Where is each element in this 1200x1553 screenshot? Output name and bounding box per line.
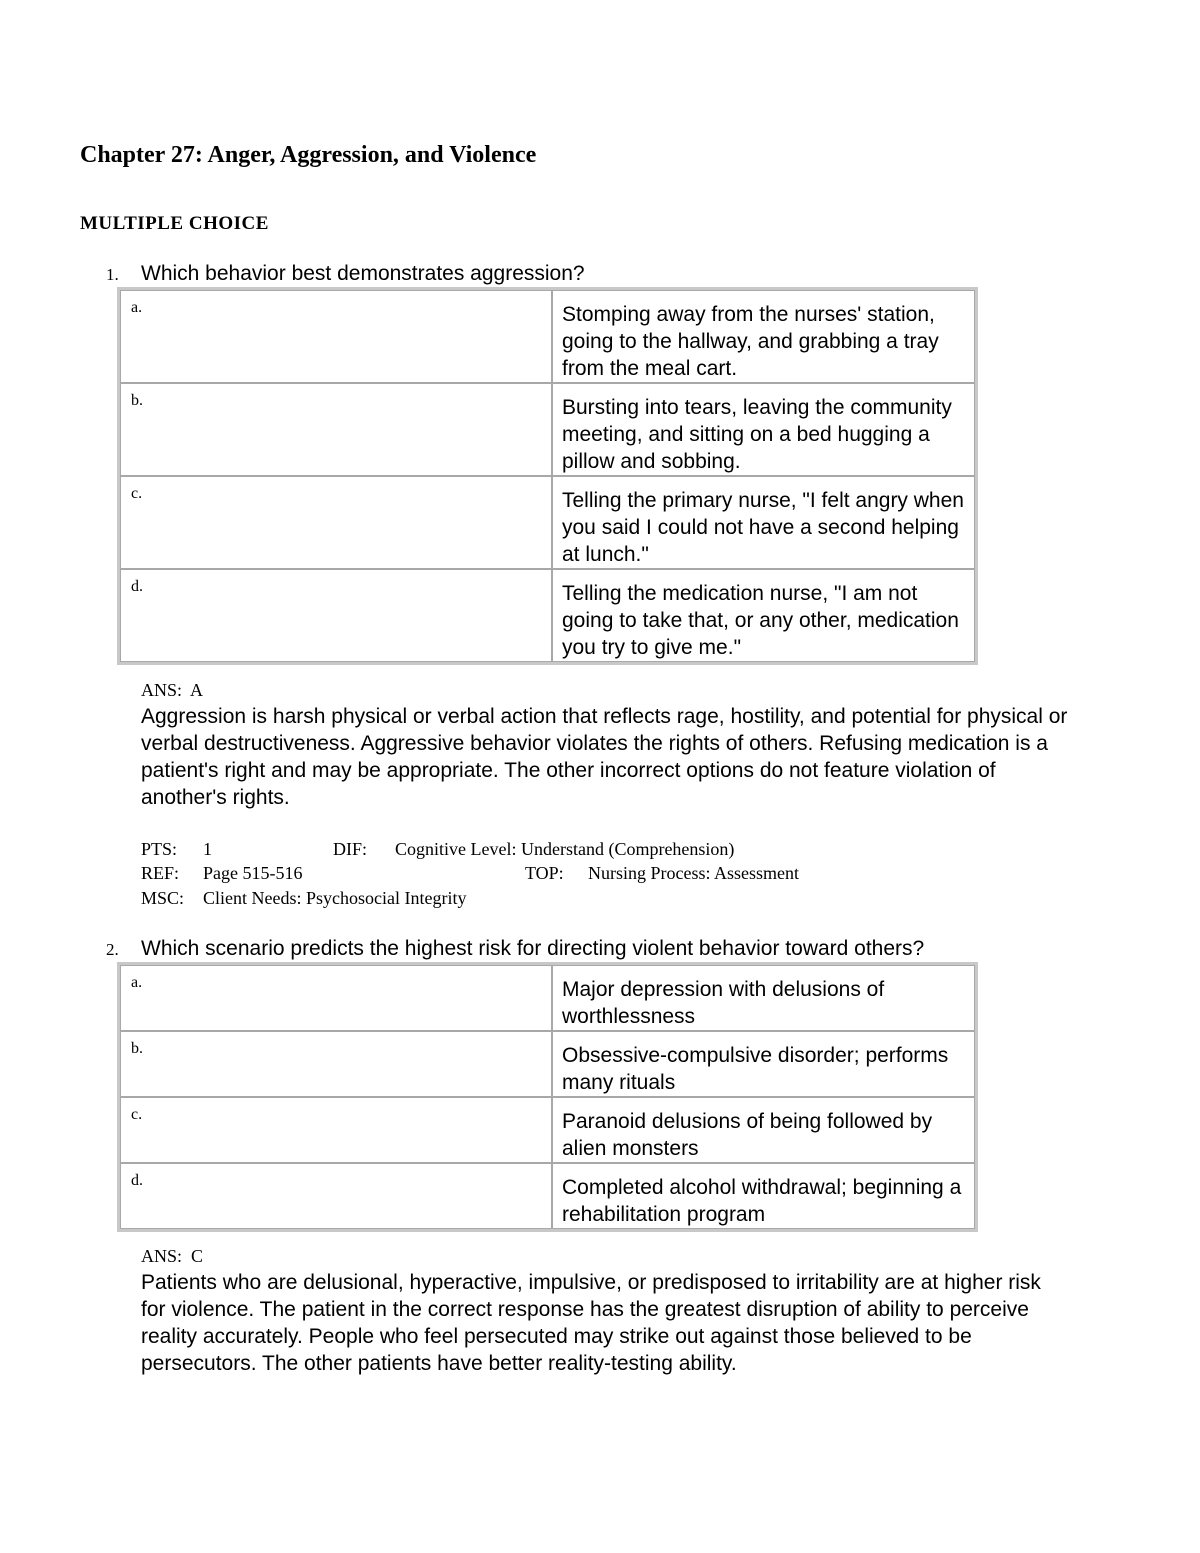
- rationale: Patients who are delusional, hyperactive, impulsive, or predisposed to irritability are at higher risk for violence. The patient in the correct response has the greatest disruption of ability to perceive reality accurately. People who feel persecuted may strike out against those believed to be persecutors. The other patients have better reality-testing ability.: [141, 1271, 1041, 1375]
- question-number: 2.: [106, 940, 119, 959]
- chapter-title: Chapter 27: Anger, Aggression, and Violence: [80, 142, 537, 168]
- option-row: [120, 1163, 975, 1229]
- option-row: [120, 569, 975, 662]
- option-row: [120, 476, 975, 569]
- dif-label: DIF:: [333, 839, 368, 859]
- option-text: Completed alcohol withdrawal; beginning a rehabilitation program: [552, 1163, 975, 1229]
- option-row: [120, 965, 975, 1031]
- option-text: Obsessive-compulsive disorder; performs many rituals: [552, 1031, 975, 1097]
- ref-value: Page 515-516: [203, 863, 303, 883]
- pts-value: 1: [203, 839, 212, 859]
- answer-value: C: [191, 1246, 204, 1266]
- pts-label: PTS:: [141, 839, 178, 859]
- question-number: 1.: [106, 265, 119, 284]
- option-text: Stomping away from the nurses' station, going to the hallway, and grabbing a tray from the meal cart.: [552, 290, 975, 383]
- top-value: Nursing Process: Assessment: [588, 863, 799, 883]
- rationale: Aggression is harsh physical or verbal action that reflects rage, hostility, and potential for physical or verbal destructiveness. Aggressive behavior violates the rights of others. Refusing medication is a patient's right and may be appropriate. The other incorrect options do not feature violation of another's rights.: [141, 705, 1068, 809]
- option-text: Paranoid delusions of being followed by alien monsters: [552, 1097, 975, 1163]
- option-letter: b.: [120, 383, 552, 476]
- option-letter: b.: [120, 1031, 552, 1097]
- top-label: TOP:: [525, 863, 564, 883]
- option-letter: d.: [120, 569, 552, 662]
- msc-value: Client Needs: Psychosocial Integrity: [203, 888, 467, 908]
- msc-label: MSC:: [141, 888, 185, 908]
- answer-label: ANS:: [141, 680, 183, 700]
- option-letter: d.: [120, 1163, 552, 1229]
- option-text: Telling the medication nurse, "I am not going to take that, or any other, medication you try to give me.": [552, 569, 975, 662]
- option-row: [120, 383, 975, 476]
- answer-line: [141, 680, 203, 701]
- section-heading: MULTIPLE CHOICE: [80, 213, 269, 234]
- option-text: Bursting into tears, leaving the community meeting, and sitting on a bed hugging a pillow and sobbing.: [552, 383, 975, 476]
- question-stem: Which scenario predicts the highest risk for directing violent behavior toward others?: [141, 937, 925, 960]
- answer-label: ANS:: [141, 1246, 183, 1266]
- options-table: [117, 287, 978, 665]
- question-stem: Which behavior best demonstrates aggression?: [141, 262, 585, 285]
- option-row: [120, 1031, 975, 1097]
- options-table: [117, 962, 978, 1232]
- option-row: [120, 290, 975, 383]
- answer-value: A: [190, 680, 204, 700]
- option-text: Telling the primary nurse, "I felt angry when you said I could not have a second helping at lunch.": [552, 476, 975, 569]
- option-row: [120, 1097, 975, 1163]
- answer-line: [141, 1246, 203, 1267]
- option-text: Major depression with delusions of worthlessness: [552, 965, 975, 1031]
- option-letter: a.: [120, 290, 552, 383]
- option-letter: a.: [120, 965, 552, 1031]
- option-letter: c.: [120, 476, 552, 569]
- dif-value: Cognitive Level: Understand (Comprehension): [395, 839, 735, 859]
- option-letter: c.: [120, 1097, 552, 1163]
- ref-label: REF:: [141, 863, 180, 883]
